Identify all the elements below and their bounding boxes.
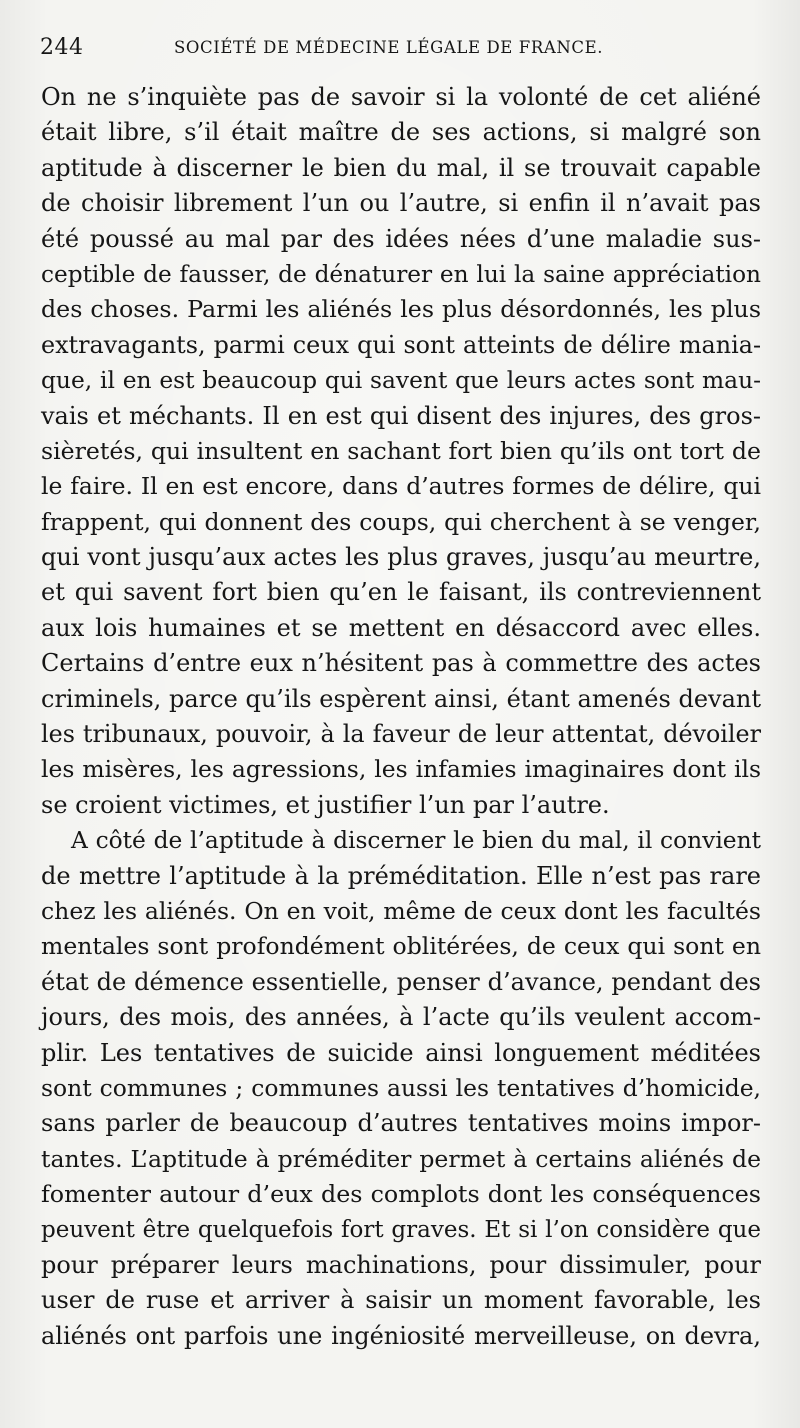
- text-line: état de démence essentielle, penser d’avance, pendant des: [41, 967, 761, 996]
- text-line: plir. Les tentatives de suicide ainsi longuement méditées: [41, 1038, 761, 1067]
- text-line: chez les aliénés. On en voit, même de ceux dont les facultés: [41, 896, 761, 925]
- text-line: fomenter autour d’eux des complots dont les conséquences: [41, 1180, 761, 1209]
- text-line: aptitude à discerner le bien du mal, il se trouvait capable: [41, 153, 761, 182]
- text-line: mentales sont profondément oblitérées, de ceux qui sont en: [41, 932, 761, 961]
- text-line: extravagants, parmi ceux qui sont atteints de délire mania-: [41, 330, 761, 359]
- text-line: peuvent être quelquefois fort graves. Et si l’on considère que: [41, 1216, 761, 1243]
- text-line: aliénés ont parfois une ingéniosité merveilleuse, on devra,: [41, 1321, 761, 1350]
- text-line: des choses. Parmi les aliénés les plus désordonnés, les plus: [41, 295, 761, 324]
- text-line: criminels, parce qu’ils espèrent ainsi, étant amenés devant: [41, 684, 761, 713]
- text-line: sans parler de beaucoup d’autres tentatives moins impor-: [41, 1109, 761, 1138]
- text-line: jours, des mois, des années, à l’acte qu’ils veulent accom-: [41, 1003, 761, 1032]
- text-line: ceptible de fausser, de dénaturer en lui la saine appréciation: [41, 260, 761, 288]
- text-line: On ne s’inquiète pas de savoir si la volonté de cet aliéné: [41, 83, 761, 111]
- text-line: de mettre l’aptitude à la préméditation. Elle n’est pas rare: [41, 861, 761, 890]
- text-line: sièretés, qui insultent en sachant fort bien qu’ils ont tort de: [41, 436, 761, 465]
- paragraph-last-line: se croient victimes, et justifier l’un par l’autre.: [41, 790, 610, 819]
- text-line: était libre, s’il était maître de ses actions, si malgré son: [41, 118, 761, 147]
- text-line: été poussé au mal par des idées nées d’une maladie sus-: [41, 224, 761, 253]
- text-line: tantes. L’aptitude à préméditer permet à certains aliénés de: [41, 1144, 761, 1173]
- text-line: Certains d’entre eux n’hésitent pas à commettre des actes: [41, 649, 761, 678]
- text-line: le faire. Il en est encore, dans d’autres formes de délire, qui: [41, 472, 761, 501]
- text-line: vais et méchants. Il en est qui disent des injures, des gros-: [41, 401, 761, 430]
- text-line: aux lois humaines et se mettent en désaccord avec elles.: [41, 613, 761, 642]
- page-number: 244: [40, 35, 84, 60]
- text-line: que, il en est beaucoup qui savent que leurs actes sont mau-: [41, 366, 761, 395]
- page-header: [40, 35, 760, 65]
- text-line: pour préparer leurs machinations, pour dissimuler, pour: [41, 1250, 761, 1279]
- text-line: les misères, les agressions, les infamies imaginaires dont ils: [41, 755, 761, 784]
- paragraph-first-line: A côté de l’aptitude à discerner le bien du mal, il convient: [71, 826, 761, 855]
- text-line: les tribunaux, pouvoir, à la faveur de leur attentat, dévoiler: [41, 720, 761, 749]
- text-line: de choisir librement l’un ou l’autre, si enfin il n’avait pas: [41, 189, 761, 218]
- text-line: user de ruse et arriver à saisir un moment favorable, les: [41, 1286, 761, 1315]
- text-line: qui vont jusqu’aux actes les plus graves, jusqu’au meurtre,: [41, 543, 761, 572]
- text-line: frappent, qui donnent des coups, qui cherchent à se venger,: [41, 507, 761, 536]
- text-line: sont communes ; communes aussi les tentatives d’homicide,: [41, 1073, 761, 1102]
- text-line: et qui savent fort bien qu’en le faisant, ils contreviennent: [41, 578, 761, 607]
- body-text: [41, 80, 761, 1354]
- running-head: SOCIÉTÉ DE MÉDECINE LÉGALE DE FRANCE.: [174, 38, 604, 57]
